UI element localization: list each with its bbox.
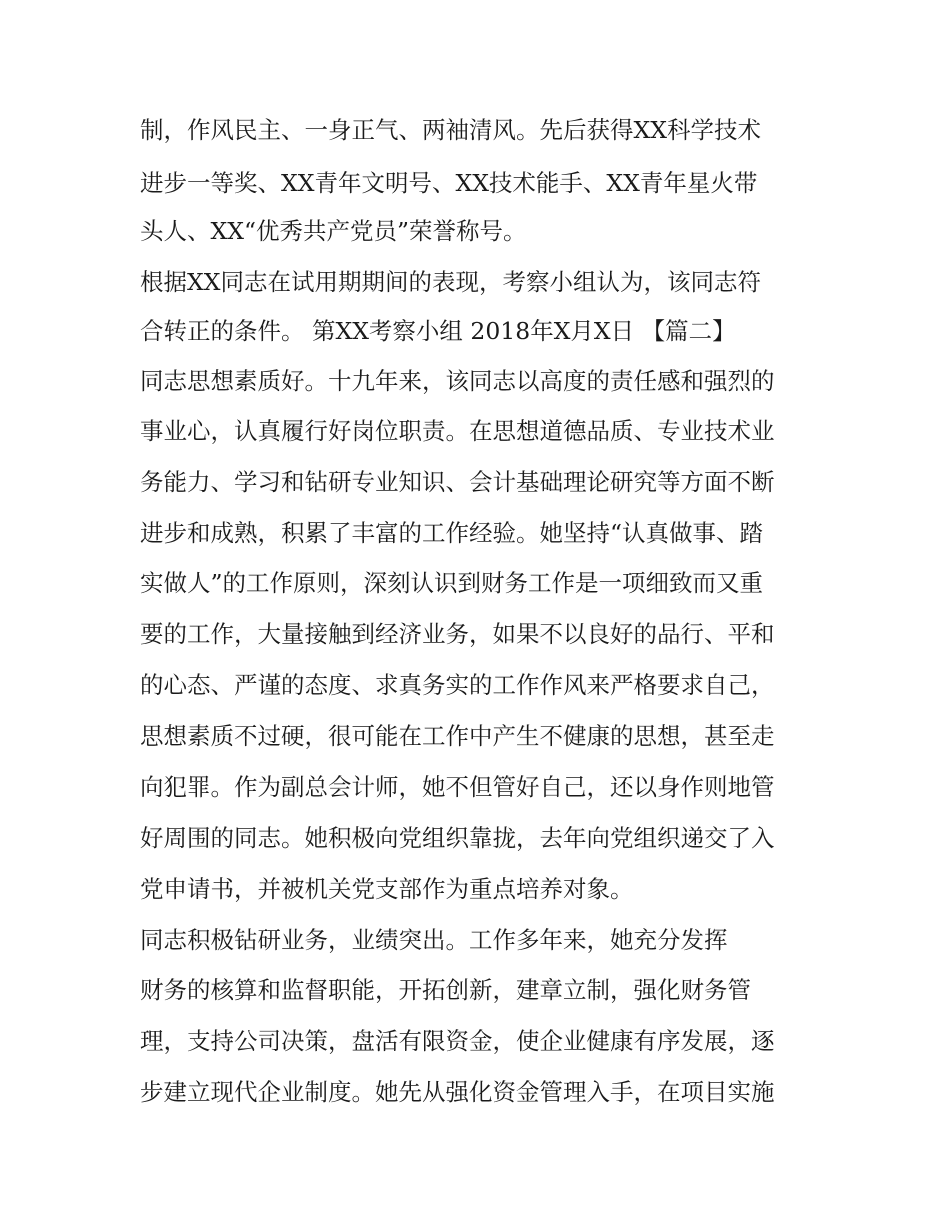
text-line: 根据XX同志在试用期期间的表现，考察小组认为，该同志符 (140, 268, 761, 296)
text-line: 合转正的条件。 第XX考察小组 2018年X月X日 【篇二】 (140, 317, 736, 345)
text-line: 同志积极钻研业务，业绩突出。工作多年来，她充分发挥 (140, 926, 728, 954)
text-line: 要的工作，大量接触到经济业务，如果不以良好的品行、平和 (140, 620, 775, 648)
text-line: 务能力、学习和钻研专业知识、会计基础理论研究等方面不断 (140, 468, 775, 496)
text-line: 步建立现代企业制度。她先从强化资金管理入手，在项目实施 (140, 1078, 775, 1106)
text-line: 党申请书，并被机关党支部作为重点培养对象。 (140, 875, 634, 903)
text-line: 同志思想素质好。十九年来，该同志以高度的责任感和强烈的 (140, 367, 775, 395)
text-line: 财务的核算和监督职能，开拓创新，建章立制，强化财务管 (140, 976, 751, 1004)
text-line: 头人、XX“优秀共产党员”荣誉称号。 (140, 217, 527, 245)
text-line: 事业心，认真履行好岗位职责。在思想道德品质、专业技术业 (140, 417, 775, 445)
text-line: 进步一等奖、XX青年文明号、XX技术能手、XX青年星火带 (140, 169, 758, 197)
text-line: 进步和成熟，积累了丰富的工作经验。她坚持“认真做事、踏 (140, 519, 764, 547)
text-line: 实做人”的工作原则，深刻认识到财务工作是一项细致而又重 (140, 569, 764, 597)
text-line: 的心态、严谨的态度、求真务实的工作作风来严格要求自己， (140, 671, 775, 699)
text-line: 制，作风民主、一身正气、两袖清风。先后获得XX科学技术 (140, 116, 761, 144)
text-line: 向犯罪。作为副总会计师，她不但管好自己，还以身作则地管 (140, 773, 775, 801)
text-line: 思想素质不过硬，很可能在工作中产生不健康的思想，甚至走 (140, 722, 775, 750)
text-line: 理，支持公司决策，盘活有限资金，使企业健康有序发展，逐 (140, 1027, 775, 1055)
text-line: 好周围的同志。她积极向党组织靠拢，去年向党组织递交了入 (140, 824, 775, 852)
